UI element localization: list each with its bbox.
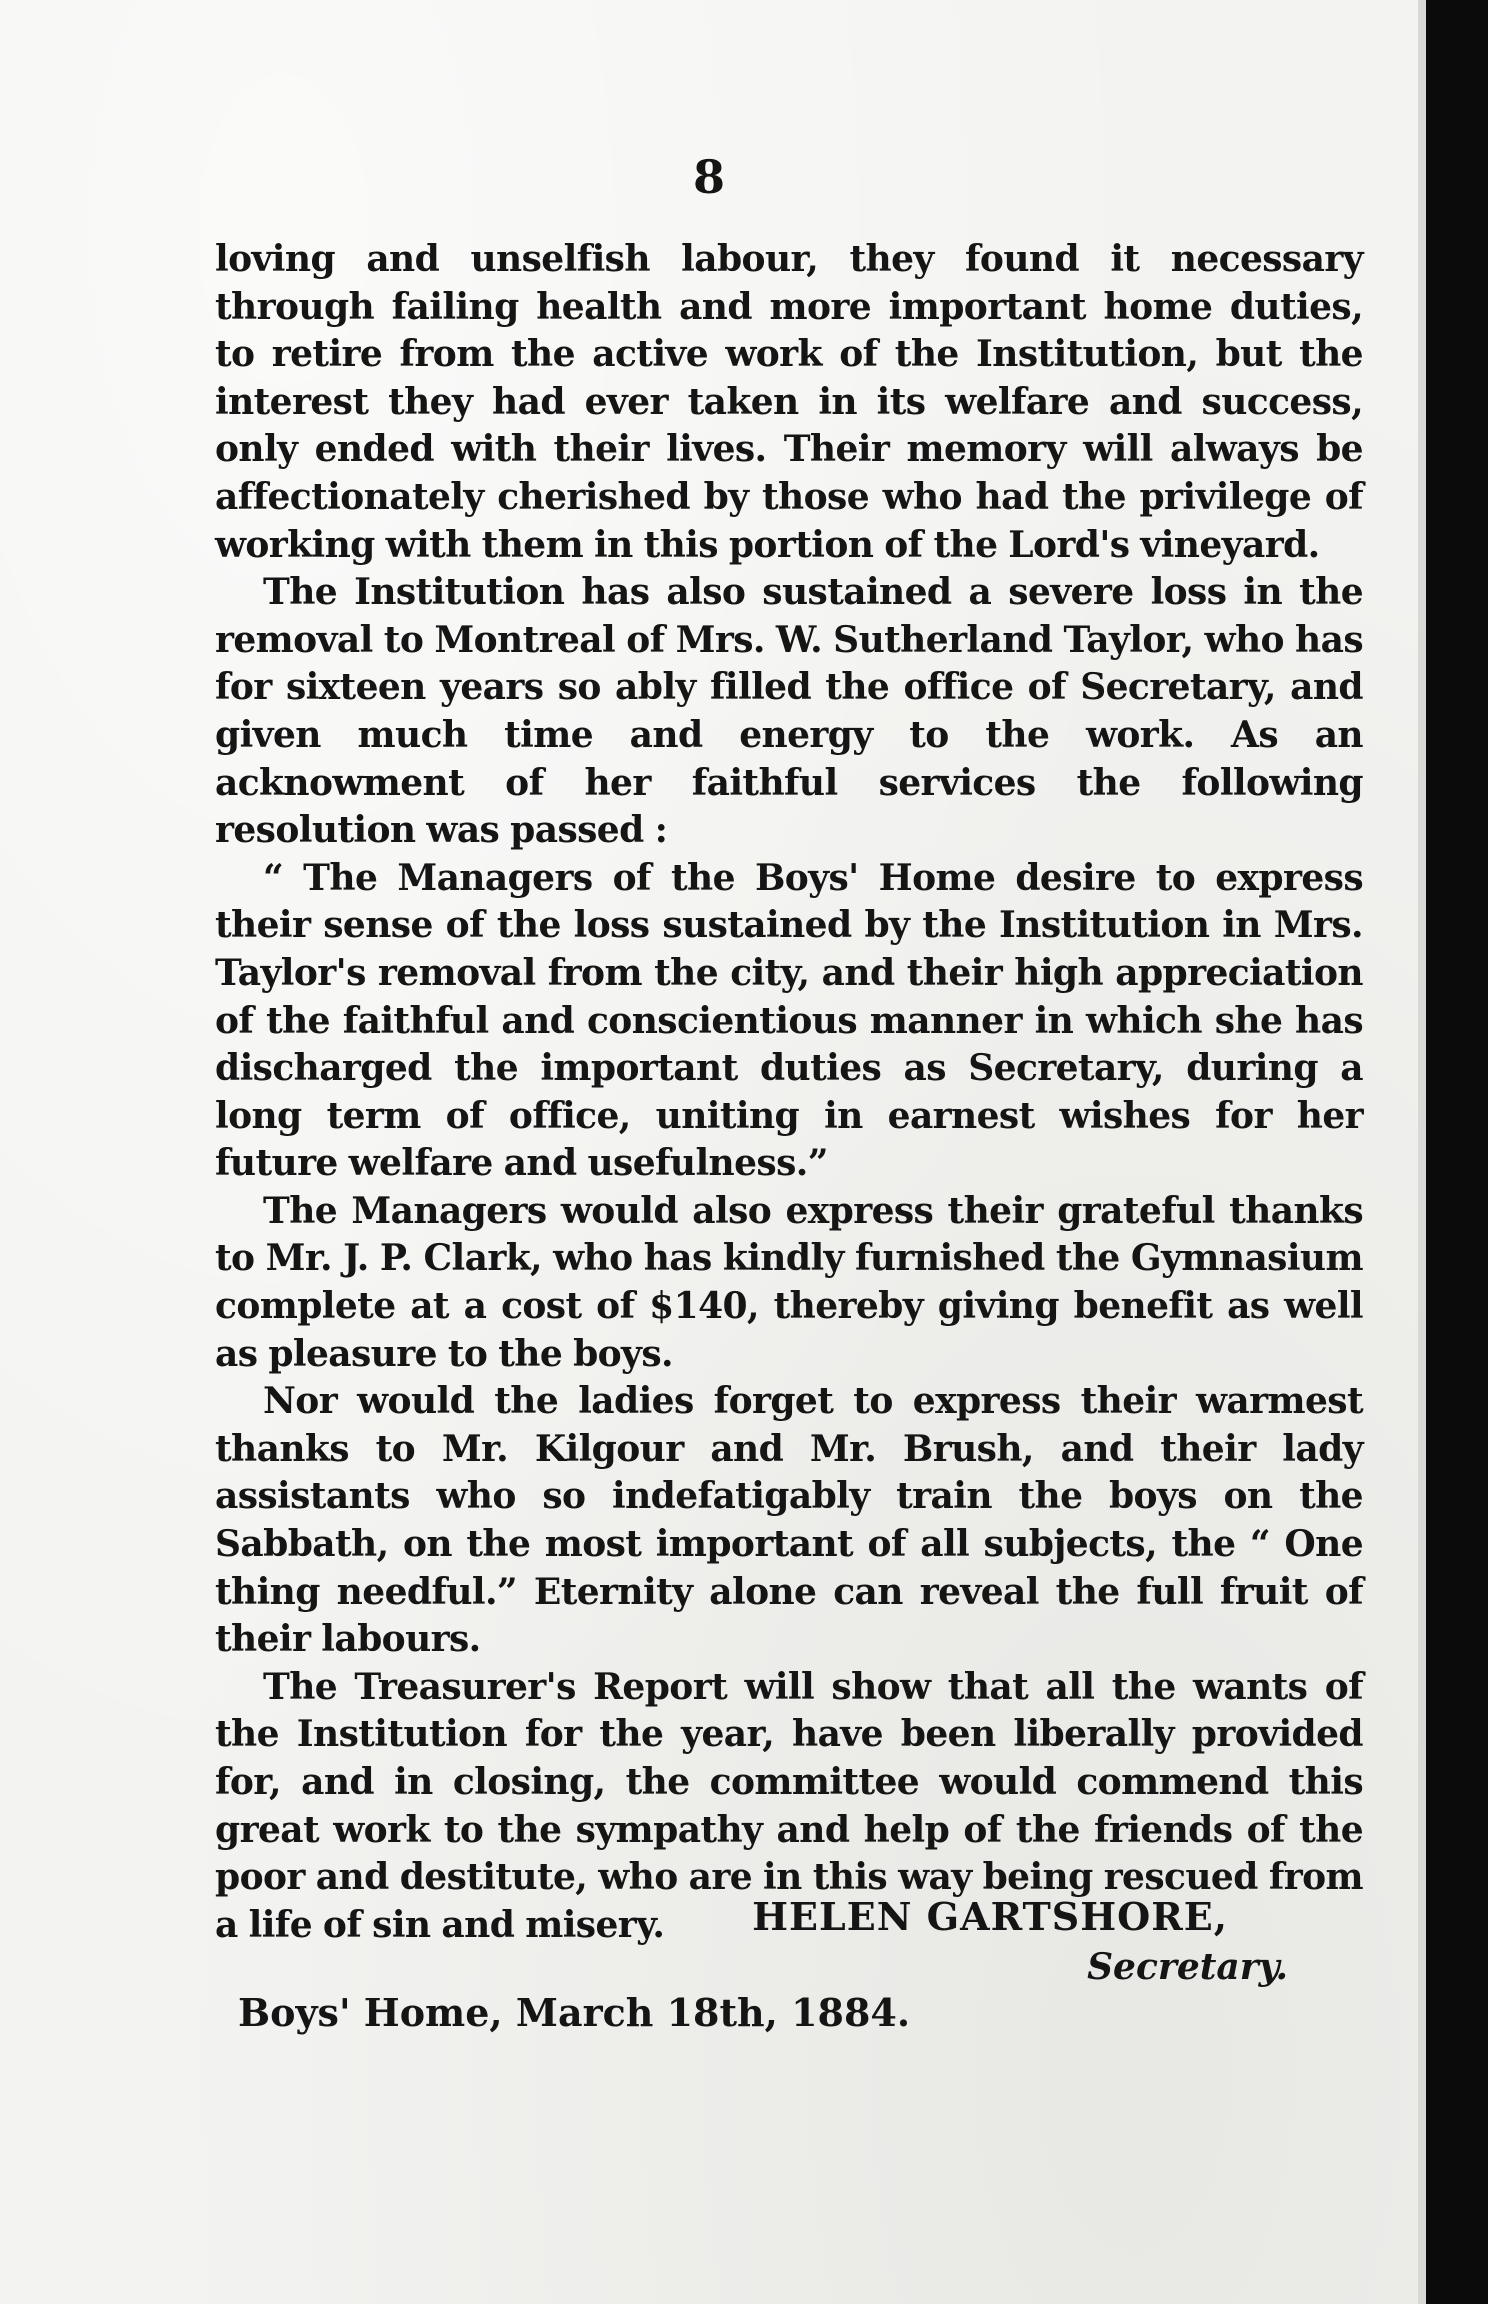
paragraph-resolution: “ The Managers of the Boys' Home desire to express their sense of the loss sustained by the Institution in Mrs. Taylor's removal from the city, and their high appreciation of the faithful and conscientious manner in which she has discharged the important duties as Secretary, during a long term of office, uniting in earnest wishes for her future welfare and usefulness.”	[215, 856, 1363, 1185]
page-number: 8	[692, 150, 725, 204]
paragraph-gymnasium-thanks: The Managers would also express their grateful thanks to Mr. J. P. Clark, who has kindly furnished the Gymnasium complete at a cost of $140, thereby giving benefit as well as pleasure to the boys.	[215, 1189, 1363, 1375]
page-gutter	[1418, 0, 1426, 2304]
paragraph-institution-loss: The Institution has also sustained a severe loss in the removal to Montreal of Mrs. W. Sutherland Taylor, who has for sixteen years so ably filled the office of Secretary, and given much time and energy to the work. As an acknowment of her faithful services the following resolution was passed :	[215, 571, 1363, 852]
signature-title: Secretary.	[1087, 1946, 1288, 1988]
signature-block	[215, 1892, 1288, 1992]
book-spine-edge	[1426, 0, 1488, 2304]
paragraph-sabbath-thanks: Nor would the ladies forget to express their warmest thanks to Mr. Kilgour and Mr. Brush, and their lady assistants who so indefatigably train the boys on the Sabbath, on the most important of all subjects, the “ One thing needful.” Eternity alone can reveal the full fruit of their labours.	[215, 1380, 1363, 1661]
dateline: Boys' Home, March 18th, 1884.	[238, 1990, 911, 2035]
body-text	[215, 236, 1363, 1949]
paragraph-treasurer-report: The Treasurer's Report will show that all the wants of the Institution for the year, have been liberally provided for, and in closing, the committee would commend this great work to the sympathy and help of the friends of the poor and destitute, who are in this way being rescued from a life of sin and misery.	[215, 1665, 1363, 1946]
paragraph-continuation: loving and unselfish labour, they found it necessary through failing health and more important home duties, to retire from the active work of the Institution, but the interest they had ever taken in its welfare and success, only ended with their lives. Their memory will always be affectionately cherished by those who had the privilege of working with them in this portion of the Lord's vineyard.	[215, 238, 1363, 566]
signature-name: HELEN GARTSHORE,	[752, 1894, 1228, 1939]
